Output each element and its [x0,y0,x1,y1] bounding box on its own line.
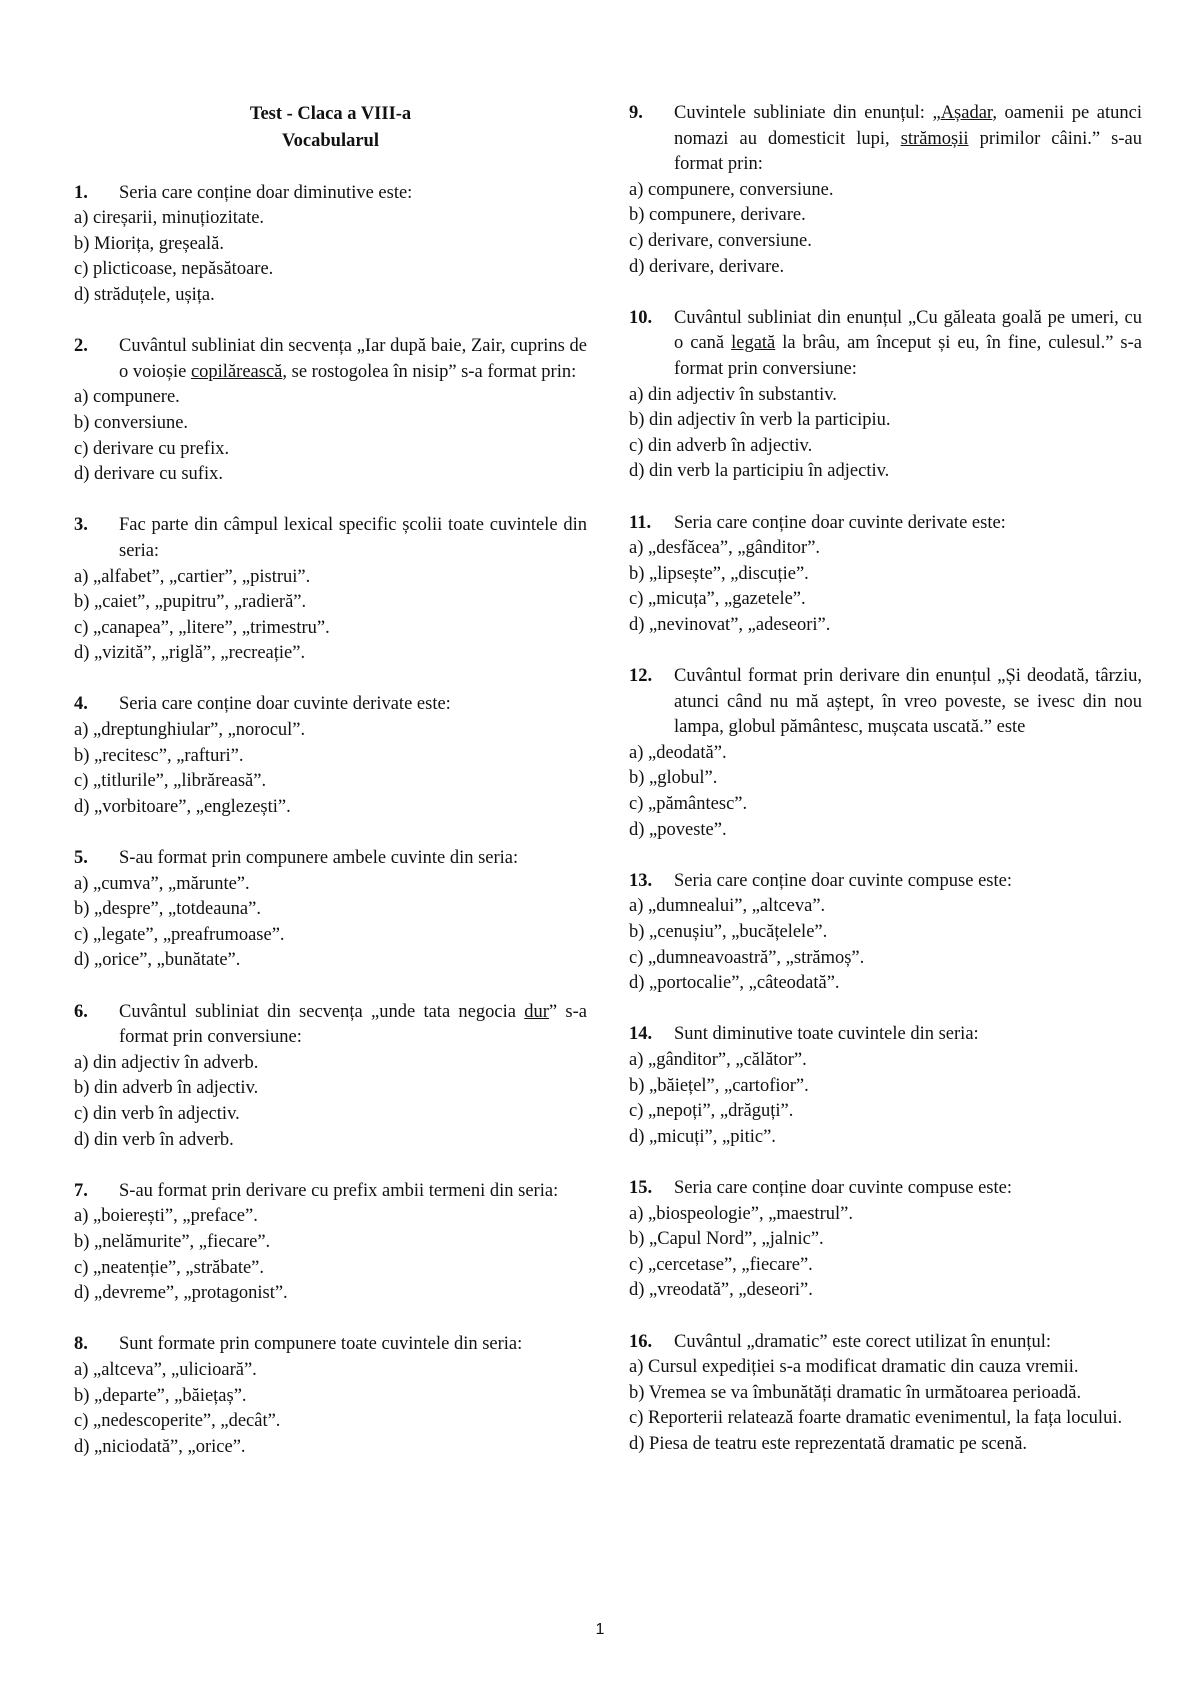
question-text [674,101,1142,178]
answer-option: c) „legate”, „preafrumoase”. [74,924,285,945]
underlined-word: strămoșii [900,128,969,149]
page-number: 1 [595,1621,605,1638]
question-text-part: Seria care conține doar diminutive este: [119,182,413,203]
question-text-part: , oamenii pe atunci nomazi au domesticit lupi, [674,103,1142,149]
question-stem [74,1179,587,1205]
answer-option: a) din adjectiv în adverb. [74,1052,259,1073]
question-text [119,846,587,872]
question-stem [74,692,587,718]
question-number: 14. [629,1024,653,1045]
question-number: 12. [629,666,653,687]
answer-option: a) „cumva”, „mărunte”. [74,873,250,894]
question-text [674,306,1142,383]
answer-option: a) compunere, conversiune. [629,179,834,200]
question-text-part: Cuvântul subliniat din enunțul „Cu găleata goală pe umeri, cu o cană [674,307,1142,354]
question-text [119,334,587,385]
question-text [674,869,1142,895]
question-number: 10. [629,307,653,328]
answer-option: a) din adjectiv în substantiv. [629,384,837,405]
answer-option: a) „dumnealui”, „altceva”. [629,896,826,917]
answer-option: c) Reporterii relatează foarte dramatic evenimentul, la fața locului. [629,1408,1123,1429]
answer-option: d) derivare cu sufix. [74,464,223,485]
question-stem [629,1330,1142,1356]
answer-option: a) „alfabet”, „cartier”, „pistrui”. [74,566,311,587]
question-text-part: Cuvintele subliniate din enunțul: „ [674,103,941,123]
question-number: 16. [629,1331,653,1352]
answer-option: c) „pământesc”. [629,794,748,815]
question-text-part: Seria care conține doar cuvinte derivate este: [674,512,1006,533]
answer-option: c) „neatenție”, „străbate”. [74,1257,265,1278]
question-number: 6. [74,1001,88,1022]
question-stem [629,869,1142,895]
answer-option: b) conversiune. [74,412,189,433]
question-text-part: Cuvântul format prin derivare din enunțul „Și deodată, târziu, atunci când nu mă aștept, în vreo poveste, se ivesc din nou lampa, globul pământesc, mușcata uscată.” este [674,666,1142,738]
question-stem [629,1022,1142,1048]
answer-option: c) derivare, conversiune. [629,230,812,251]
question-stem [74,334,587,385]
question-text-part: Seria care conține doar cuvinte compuse este: [674,870,1012,891]
question-number: 13. [629,870,653,891]
question-text [119,1000,587,1051]
question-text [119,1332,587,1358]
question-7 [74,1179,587,1307]
left-column [74,101,587,1460]
answer-option: c) „nepoți”, „drăguți”. [629,1101,794,1122]
question-text [674,1330,1142,1356]
answer-option: b) „Capul Nord”, „jalnic”. [629,1229,824,1250]
question-text-part: la brâu, am început și eu, în fine, culesul.” s-a format prin conversiune: [674,333,1142,379]
question-stem [629,306,1142,383]
answer-option: a) „dreptunghiular”, „norocul”. [74,720,306,741]
answer-option: d) „portocalie”, „câteodată”. [629,973,840,994]
answer-option: b) din adjectiv în verb la participiu. [629,410,891,431]
answer-option: c) „nedescoperite”, „decât”. [74,1411,281,1432]
answer-option: b) „băiețel”, „cartofior”. [629,1075,809,1096]
question-text-part: Seria care conține doar cuvinte compuse este: [674,1177,1012,1198]
answer-option: b) „despre”, „totdeauna”. [74,899,261,920]
answer-option: a) „biospeologie”, „maestrul”. [629,1203,853,1224]
underlined-word: dur [524,1001,549,1022]
question-15 [629,1176,1142,1304]
question-number: 5. [74,848,88,869]
question-text-part: Cuvântul subliniat din secvența „unde tata negocia [119,1001,525,1022]
question-number: 3. [74,515,88,536]
answer-option: c) din verb în adjectiv. [74,1103,240,1124]
question-text-part: primilor câini.” s-au format prin: [674,128,1142,175]
question-number: 8. [74,1334,88,1355]
answer-option: b) „departe”, „băiețaș”. [74,1385,247,1406]
answer-option: d) „devreme”, „protagonist”. [74,1283,288,1304]
question-8 [74,1332,587,1460]
question-text [674,1022,1142,1048]
page-title: Test - Claca a VIII-a [249,104,412,124]
question-number: 4. [74,694,88,715]
question-stem [74,1000,587,1051]
answer-option: a) „gânditor”, „călător”. [629,1049,807,1070]
answer-option: b) „lipsește”, „discuție”. [629,563,809,584]
answer-option: d) „vizită”, „riglă”, „recreație”. [74,643,306,664]
title-block [74,101,587,155]
question-9 [629,101,1142,280]
question-stem [74,1332,587,1358]
question-10 [629,306,1142,485]
answer-option: d) „orice”, „bunătate”. [74,950,241,971]
answer-option: b) „caiet”, „pupitru”, „radieră”. [74,592,307,613]
answer-option: a) Cursul expediției s-a modificat dramatic din cauza vremii. [629,1357,1079,1378]
question-stem [74,181,587,207]
question-number: 7. [74,1180,88,1201]
answer-option: b) „cenușiu”, „bucățelele”. [629,922,828,942]
answer-option: c) din adverb în adjectiv. [629,435,813,456]
answer-option: d) „micuți”, „pitic”. [629,1126,776,1147]
answer-option: d) „vreodată”, „deseori”. [629,1280,813,1301]
answer-option: b) din adverb în adjectiv. [74,1078,259,1099]
question-11 [629,511,1142,639]
right-column [629,101,1142,1457]
answer-option: d) „vorbitoare”, „englezești”. [74,796,291,817]
question-stem [629,101,1142,178]
question-16 [629,1330,1142,1458]
underlined-word: Așadar [940,103,993,123]
answer-option: d) „poveste”. [629,819,727,840]
answer-option: d) Piesa de teatru este reprezentată dramatic pe scenă. [629,1433,1028,1454]
question-text [119,181,587,207]
question-stem [629,664,1142,741]
question-text-part: Cuvântul „dramatic” este corect utilizat în enunțul: [674,1331,1052,1352]
answer-option: a) „altceva”, „ulicioară”. [74,1359,257,1380]
answer-option: b) Vremea se va îmbunătăți dramatic în următoarea perioadă. [629,1382,1082,1403]
answer-option: c) „canapea”, „litere”, „trimestru”. [74,617,330,638]
question-text-part: Cuvântul subliniat din secvența „Iar după baie, Zair, cuprins de o voioșie [119,336,587,382]
question-text-part: S-au format prin compunere ambele cuvinte din seria: [119,848,519,869]
question-13 [629,869,1142,997]
question-number: 11. [629,512,652,533]
question-text-part: Seria care conține doar cuvinte derivate este: [119,694,451,715]
question-text [674,511,1142,537]
question-3 [74,513,587,667]
answer-option: a) „desfăcea”, „gânditor”. [629,538,821,559]
answer-option: b) „nelămurite”, „fiecare”. [74,1231,271,1252]
question-stem [629,1176,1142,1202]
page-subtitle: Vocabularul [282,131,379,151]
answer-option: a) „boierești”, „preface”. [74,1206,258,1227]
answer-option: c) „titlurile”, „librăreasă”. [74,771,267,792]
answer-option: a) cireșarii, minuțiozitate. [74,208,265,229]
question-text [674,1176,1142,1202]
question-number: 2. [74,336,88,357]
answer-option: b) compunere, derivare. [629,205,806,226]
answer-option: d) din verb la participiu în adjectiv. [629,461,890,482]
question-6 [74,1000,587,1154]
answer-option: d) derivare, derivare. [629,256,785,277]
question-number: 15. [629,1177,653,1198]
question-text [674,664,1142,741]
answer-option: c) „cercetase”, „fiecare”. [629,1254,813,1275]
question-12 [629,664,1142,843]
question-5 [74,846,587,974]
answer-option: b) „globul”. [629,768,718,789]
question-stem [74,513,587,564]
underlined-word: copilărească [190,361,283,382]
answer-option: d) „niciodată”, „orice”. [74,1436,246,1457]
answer-option: a) compunere. [74,387,180,408]
answer-option: c) „micuța”, „gazetele”. [629,589,806,610]
question-4 [74,692,587,820]
question-text-part: Sunt diminutive toate cuvintele din seria: [674,1024,979,1045]
question-text [119,1179,587,1205]
question-stem [74,846,587,872]
question-number: 1. [74,182,88,203]
question-text-part: Fac parte din câmpul lexical specific școlii toate cuvintele din seria: [119,515,587,561]
question-14 [629,1022,1142,1150]
question-1 [74,181,587,309]
question-text [119,692,587,718]
question-text-part: ” s-a format prin conversiune: [119,1001,587,1048]
question-text [119,513,587,564]
answer-option: d) „nevinovat”, „adeseori”. [629,614,831,635]
answer-option: d) străduțele, ușița. [74,284,215,305]
answer-option: d) din verb în adverb. [74,1129,234,1150]
question-stem [629,511,1142,537]
answer-option: b) „recitesc”, „rafturi”. [74,745,244,766]
answer-option: b) Miorița, greșeală. [74,233,224,254]
answer-option: c) plicticoase, nepăsătoare. [74,259,274,280]
question-text-part: Sunt formate prin compunere toate cuvintele din seria: [119,1334,523,1355]
answer-option: c) derivare cu prefix. [74,438,230,459]
question-2 [74,334,587,488]
question-text-part: S-au format prin derivare cu prefix ambii termeni din seria: [119,1180,559,1201]
question-number: 9. [629,103,643,123]
answer-option: c) „dumneavoastră”, „strămoș”. [629,947,865,968]
answer-option: a) „deodată”. [629,742,727,763]
question-text-part: , se rostogolea în nisip” s-a format prin: [282,361,577,382]
underlined-word: legată [731,333,776,354]
